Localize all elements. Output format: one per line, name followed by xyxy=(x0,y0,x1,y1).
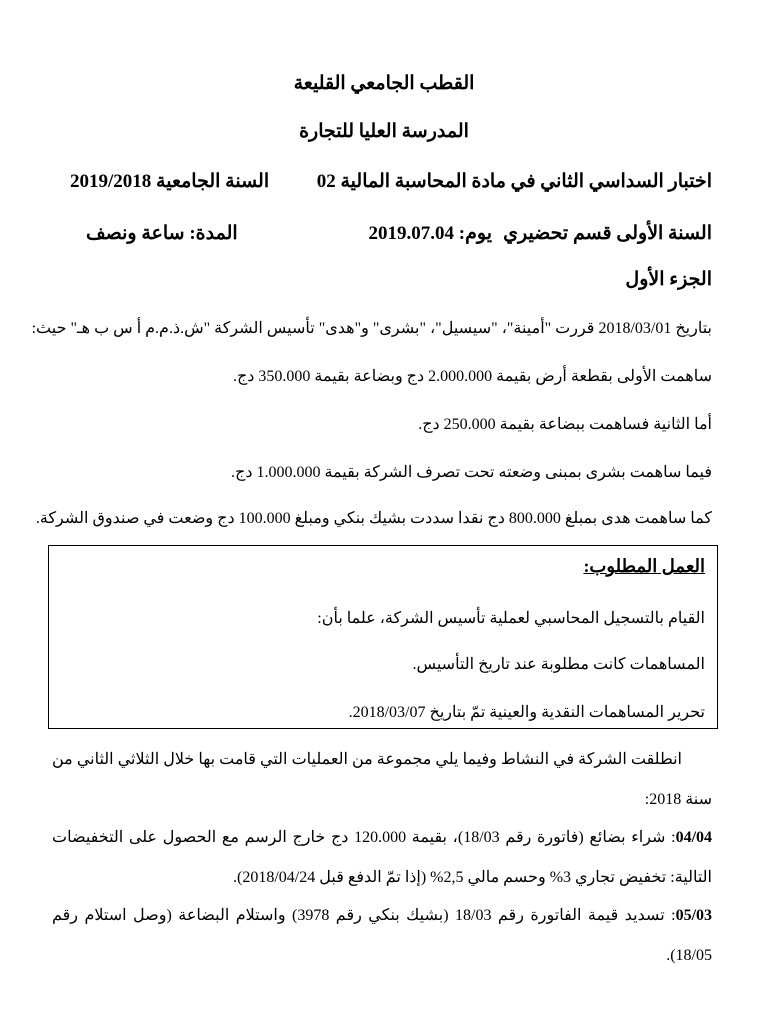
intro-line: أما الثانية فساهمت ببضاعة بقيمة 250.000 دج. xyxy=(418,416,712,433)
required-work-item: القيام بالتسجيل المحاسبي لعملية تأسيس الشركة، علما بأن: xyxy=(317,610,705,627)
exam-day xyxy=(369,222,492,245)
day-label: يوم: xyxy=(458,223,492,244)
school-title: المدرسة العليا للتجارة xyxy=(299,121,469,142)
operation-date: 04/04 xyxy=(675,829,713,846)
operation-text: : شراء بضائع (فاتورة رقم 18/03)، بقيمة 120.000 دج خارج الرسم مع الحصول على التخفيضات التالية: تخفيض تجاري 3% وحسم مالي 2,5% (إذا تمّ الدفع قبل 2018/04/24). xyxy=(52,829,712,886)
exam-title: اختبار السداسي الثاني في مادة المحاسبة المالية 02 xyxy=(316,171,712,192)
operation-entry xyxy=(52,896,712,976)
required-work-heading: العمل المطلوب: xyxy=(583,556,705,576)
activity-paragraph: انطلقت الشركة في النشاط وفيما يلي مجموعة من العمليات التي قامت بها خلال الثلاثي الثاني من سنة 2018: xyxy=(52,751,712,808)
operation-date: 05/03 xyxy=(675,907,713,924)
intro-line: ساهمت الأولى بقطعة أرض بقيمة 2.000.000 دج وبضاعة بقيمة 350.000 دج. xyxy=(232,368,712,385)
intro-line: كما ساهمت هدى بمبلغ 800.000 دج نقدا سددت بشيك بنكي ومبلغ 100.000 دج وضعت في صندوق الشركة. xyxy=(35,510,712,527)
exam-date: 2019.07.04 xyxy=(368,223,455,244)
operation-text: : تسديد قيمة الفاتورة رقم 18/03 (بشيك بنكي رقم 3978) واستلام البضاعة (وصل استلام رقم 18/05). xyxy=(52,907,712,964)
student-level: السنة الأولى قسم تحضيري xyxy=(503,223,712,244)
exam-duration: المدة: ساعة ونصف xyxy=(86,223,238,244)
part-title: الجزء الأول xyxy=(625,269,712,290)
intro-line: فيما ساهمت بشرى بمبنى وضعته تحت تصرف الشركة بقيمة 1.000.000 دج. xyxy=(231,464,712,481)
required-work-box xyxy=(48,545,718,729)
intro-line: بتاريخ 2018/03/01 قررت "أمينة"، "سيسيل"، "بشرى" و"هدى" تأسيس الشركة "ش.ذ.م.م أ س ب هـ" حيث: xyxy=(31,320,712,337)
required-work-item: المساهمات كانت مطلوبة عند تاريخ التأسيس. xyxy=(412,656,705,673)
academic-year: السنة الجامعية 2019/2018 xyxy=(70,171,270,192)
required-work-item: تحرير المساهمات النقدية والعينية تمّ بتاريخ 2018/03/07. xyxy=(348,704,705,721)
institution-title: القطب الجامعي القليعة xyxy=(293,73,475,94)
operation-entry xyxy=(52,818,712,898)
